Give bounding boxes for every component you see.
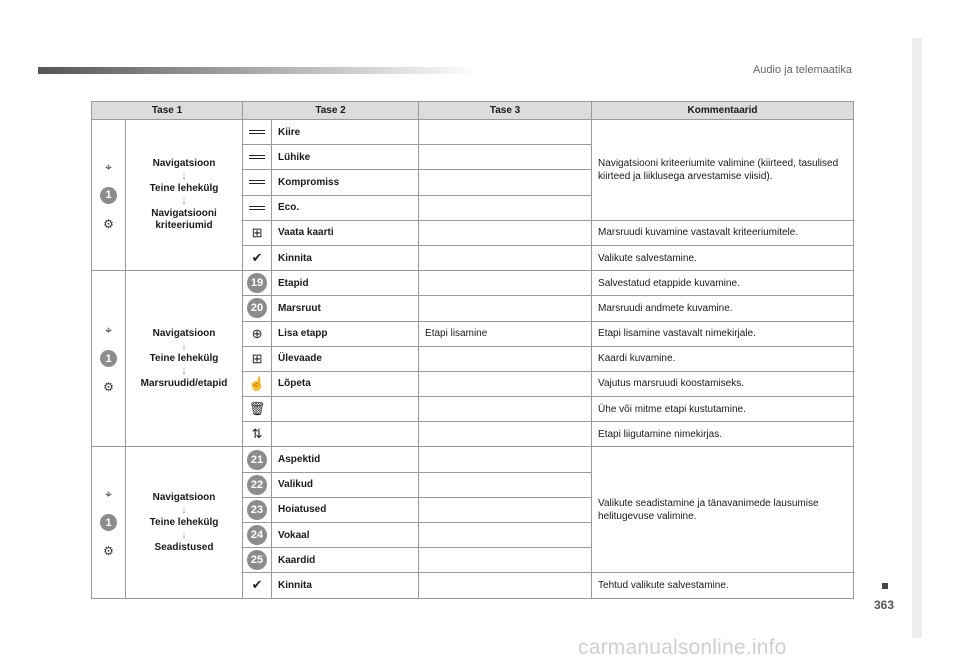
level1-path [126, 447, 243, 598]
level3-label [419, 271, 592, 296]
map-icon[interactable]: ⊞ [251, 350, 263, 366]
menu-number-badge[interactable]: 24 [247, 525, 267, 545]
menu-number-badge[interactable]: 25 [247, 550, 267, 570]
section-title: Audio ja telemaatika [752, 64, 852, 76]
row-symbol[interactable] [243, 397, 272, 422]
row-symbol[interactable] [243, 371, 272, 396]
row-symbol[interactable] [243, 220, 272, 245]
level3-label [419, 145, 592, 170]
table-header-row [92, 102, 854, 120]
trash-icon[interactable]: 🗑 [248, 401, 266, 417]
level3-label [419, 195, 592, 220]
level3-label: Etapi lisamine [419, 321, 592, 346]
level2-label[interactable]: Vokaal [272, 523, 419, 548]
level3-label [419, 548, 592, 573]
path-step: Navigatsioon [152, 327, 216, 339]
step-badge: 1 [100, 514, 117, 531]
column-header: Tase 3 [419, 102, 592, 120]
side-strip [912, 38, 922, 638]
page-marker [882, 583, 888, 589]
down-arrow-icon: ↓ [181, 528, 187, 541]
level1-icons [92, 447, 126, 598]
level2-label[interactable]: Kiire [272, 120, 419, 145]
level2-label[interactable]: Marsruut [272, 296, 419, 321]
level2-label[interactable]: Hoiatused [272, 497, 419, 522]
settings-icon: ⚙ [103, 544, 114, 558]
hand-icon[interactable]: ☝ [248, 375, 266, 391]
navigation-icon: ⌖ [105, 323, 112, 338]
level2-label[interactable]: Lõpeta [272, 371, 419, 396]
row-symbol[interactable] [243, 573, 272, 598]
level1-path [126, 271, 243, 447]
row-symbol[interactable] [243, 447, 272, 472]
level3-label [419, 296, 592, 321]
level2-label[interactable]: Lühike [272, 145, 419, 170]
level2-label[interactable]: Kaardid [272, 548, 419, 573]
row-symbol[interactable] [243, 271, 272, 296]
level1-path [126, 120, 243, 271]
check-icon[interactable]: ✔ [251, 577, 263, 593]
level2-label[interactable] [272, 397, 419, 422]
row-symbol[interactable] [243, 296, 272, 321]
path-step: Navigatsioon [152, 158, 216, 170]
menu-number-badge[interactable]: 19 [247, 273, 267, 293]
route-bar-icon[interactable] [249, 130, 265, 134]
row-symbol[interactable] [243, 120, 272, 145]
down-arrow-icon: ↓ [181, 503, 187, 516]
navigation-icon: ⌖ [105, 159, 112, 174]
route-bar-icon[interactable] [249, 180, 265, 184]
comment-cell: Tehtud valikute salvestamine. [592, 573, 854, 598]
level3-label [419, 371, 592, 396]
add-icon[interactable]: ⊕ [251, 325, 263, 341]
level2-label[interactable]: Valikud [272, 472, 419, 497]
level2-label[interactable]: Ülevaade [272, 346, 419, 371]
route-bar-icon[interactable] [249, 155, 265, 159]
level1-icons [92, 120, 126, 271]
comment-cell: Kaardi kuvamine. [592, 346, 854, 371]
row-symbol[interactable] [243, 346, 272, 371]
step-badge: 1 [100, 187, 117, 204]
down-arrow-icon: ↓ [181, 170, 187, 183]
watermark: carmanualsonline.info [578, 636, 787, 659]
level3-label [419, 472, 592, 497]
row-symbol[interactable] [243, 145, 272, 170]
level2-label[interactable]: Kinnita [272, 245, 419, 270]
map-icon[interactable]: ⊞ [251, 224, 263, 240]
row-symbol[interactable] [243, 321, 272, 346]
header-gradient-bar [38, 67, 478, 74]
level2-label[interactable] [272, 422, 419, 447]
path-step: Teine lehekülg [149, 183, 219, 195]
comment-cell: Marsruudi kuvamine vastavalt kriteeriumitele. [592, 220, 854, 245]
comment-cell: Valikute salvestamine. [592, 245, 854, 270]
comment-cell: Etapi lisamine vastavalt nimekirjale. [592, 321, 854, 346]
comment-cell: Vajutus marsruudi koostamiseks. [592, 371, 854, 396]
path-step: Marsruudid/etapid [140, 377, 228, 389]
check-icon[interactable]: ✔ [251, 250, 263, 266]
menu-table [91, 101, 854, 599]
level2-label[interactable]: Aspektid [272, 447, 419, 472]
comment-cell: Navigatsiooni kriteeriumite valimine (kiirteed, tasulised kiirteed ja liiklusega arvestamise viisid). [592, 120, 854, 221]
level3-label [419, 346, 592, 371]
path-step: Navigatsioon [152, 491, 216, 503]
level3-label [419, 120, 592, 145]
page-number: 363 [874, 598, 895, 612]
row-symbol[interactable] [243, 548, 272, 573]
row-symbol[interactable] [243, 472, 272, 497]
row-symbol[interactable] [243, 497, 272, 522]
comment-cell: Valikute seadistamine ja tänavanimede lausumise helitugevuse valimine. [592, 447, 854, 573]
settings-icon: ⚙ [103, 380, 114, 395]
path-step: Seadistused [154, 541, 214, 553]
step-badge: 1 [100, 350, 117, 367]
down-arrow-icon: ↓ [181, 364, 187, 377]
column-header: Kommentaarid [592, 102, 854, 120]
menu-number-badge[interactable]: 23 [247, 500, 267, 520]
column-header: Tase 2 [243, 102, 419, 120]
route-bar-icon[interactable] [249, 206, 265, 210]
down-arrow-icon: ↓ [181, 195, 187, 208]
path-step: Teine lehekülg [149, 516, 219, 528]
level3-label [419, 422, 592, 447]
down-arrow-icon: ↓ [181, 339, 187, 352]
level2-label[interactable]: Eco. [272, 195, 419, 220]
table-row [92, 271, 854, 296]
table-row [92, 447, 854, 472]
comment-cell: Etapi liigutamine nimekirjas. [592, 422, 854, 447]
level2-label[interactable]: Kompromiss [272, 170, 419, 195]
level2-label[interactable]: Etapid [272, 271, 419, 296]
path-step: Navigatsiooni kriteeriumid [151, 208, 217, 232]
settings-icon: ⚙ [103, 216, 114, 231]
column-header: Tase 1 [92, 102, 243, 120]
level3-label [419, 397, 592, 422]
table-row [92, 120, 854, 145]
comment-cell: Ühe või mitme etapi kustutamine. [592, 397, 854, 422]
level3-label [419, 497, 592, 522]
path-step: Teine lehekülg [149, 352, 219, 364]
level1-icons [92, 271, 126, 447]
level2-label[interactable]: Lisa etapp [272, 321, 419, 346]
row-symbol[interactable] [243, 523, 272, 548]
comment-cell: Salvestatud etappide kuvamine. [592, 271, 854, 296]
row-symbol[interactable] [243, 422, 272, 447]
menu-number-badge[interactable]: 21 [247, 450, 267, 470]
level3-label [419, 245, 592, 270]
level3-label [419, 523, 592, 548]
navigation-icon: ⌖ [105, 487, 112, 501]
row-symbol[interactable] [243, 245, 272, 270]
level3-label [419, 170, 592, 195]
level2-label[interactable]: Vaata kaarti [272, 220, 419, 245]
menu-number-badge[interactable]: 22 [247, 475, 267, 495]
menu-number-badge[interactable]: 20 [247, 298, 267, 318]
row-symbol[interactable] [243, 170, 272, 195]
level3-label [419, 220, 592, 245]
level3-label [419, 573, 592, 598]
level2-label[interactable]: Kinnita [272, 573, 419, 598]
row-symbol[interactable] [243, 195, 272, 220]
level3-label [419, 447, 592, 472]
move-icon[interactable]: ⇅ [251, 426, 263, 442]
comment-cell: Marsruudi andmete kuvamine. [592, 296, 854, 321]
